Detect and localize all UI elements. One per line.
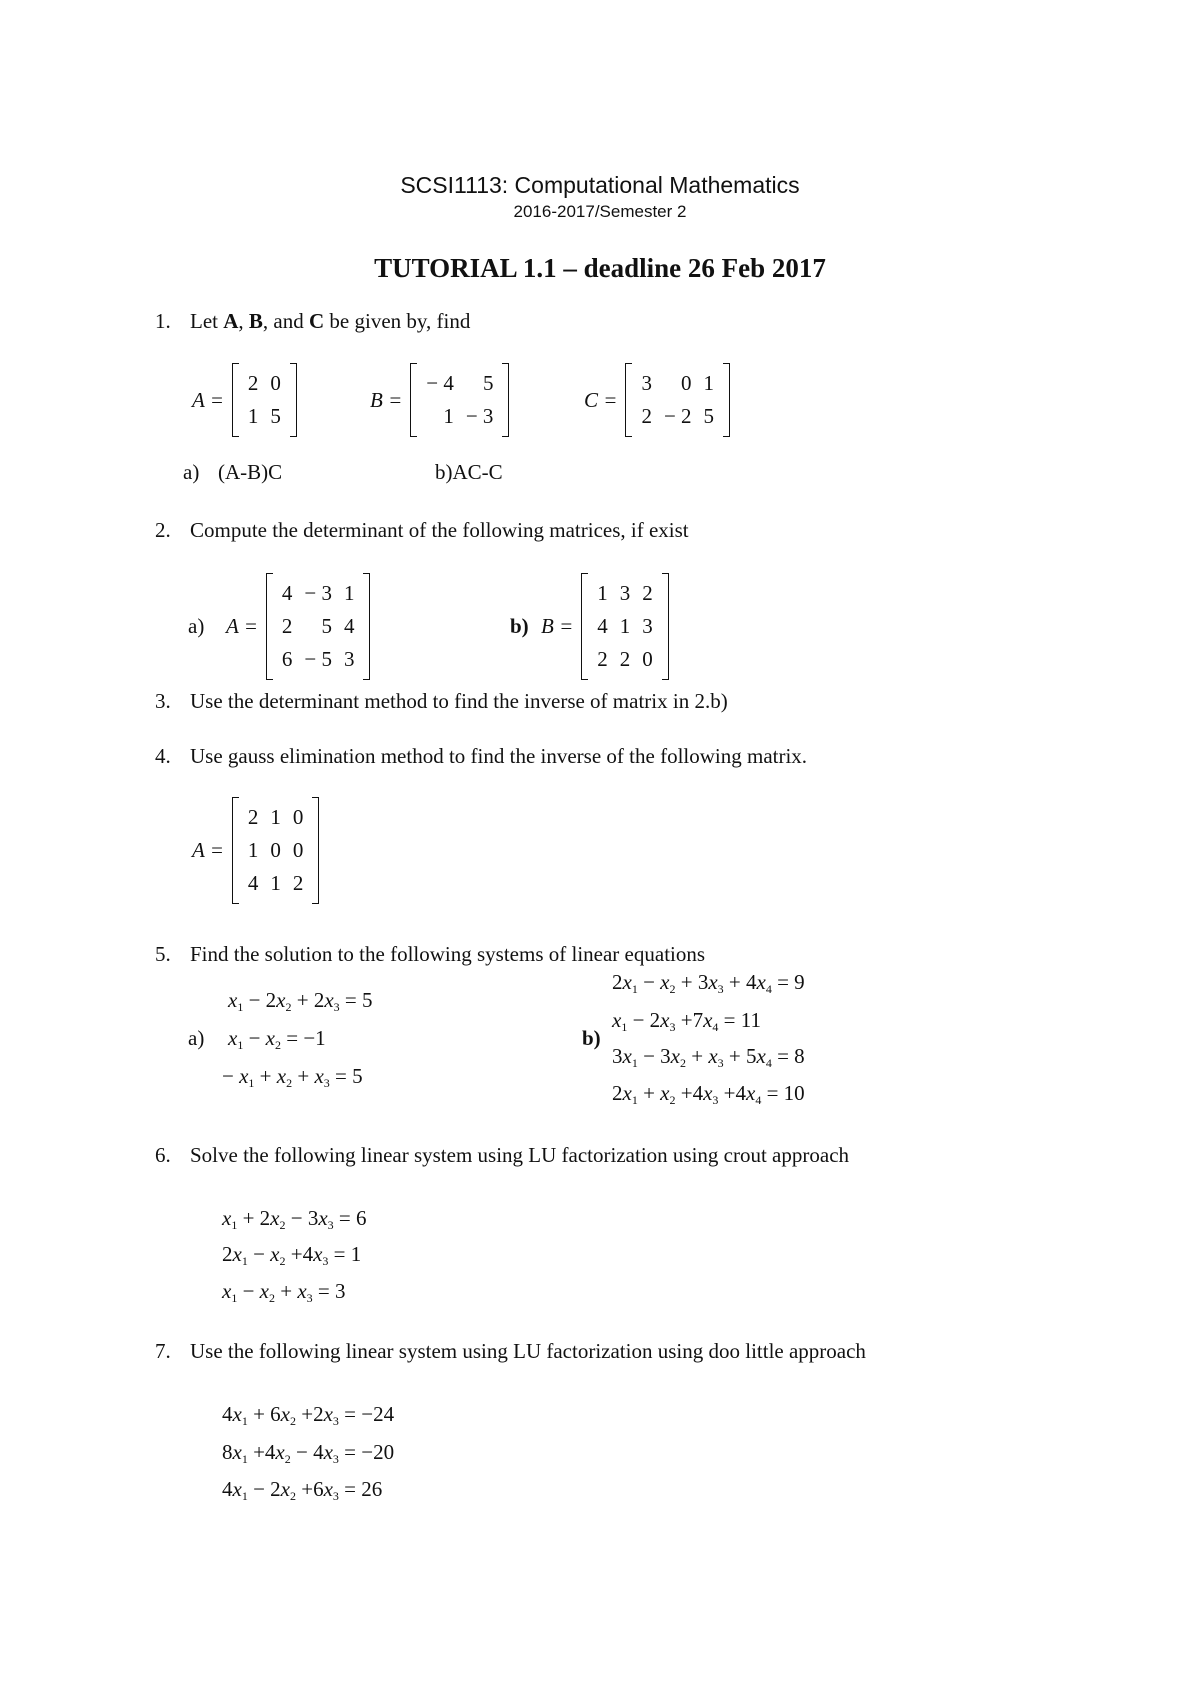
matrix-cell: 4: [281, 581, 293, 605]
matrix-cell: 2: [641, 404, 652, 428]
matrix-cell: − 5: [304, 647, 332, 671]
matrix-cell: 0: [270, 838, 281, 862]
matrix-cell: 2: [642, 581, 653, 605]
matrix-cell: 1: [597, 581, 608, 605]
matrix-name: B =: [541, 614, 574, 638]
question-2-number: 2.: [155, 518, 171, 542]
matrix-cell: 1: [619, 614, 631, 638]
matrix-cell: 2: [281, 614, 293, 638]
matrix-cell: 3: [343, 647, 355, 671]
question-1-text: Let A, B, and C be given by, find: [190, 309, 471, 333]
q5a-equation-3: − $x_1 + x_2 + x_3 = 5$: [222, 1064, 363, 1090]
matrix-b-q2: [541, 573, 669, 680]
q6-equation-1: $x_1 + 2x_2 - 3x_3 = 6$: [222, 1206, 367, 1232]
matrix-cell: 1: [703, 371, 715, 395]
matrix-cell: 1: [270, 871, 281, 895]
matrix-cell: 1: [443, 404, 454, 428]
matrix-cell: 2: [597, 647, 608, 671]
matrix-cell: 5: [482, 371, 494, 395]
q7-equation-1: $4x_1 + 6x_2 +2x_3 = -24$: [222, 1402, 395, 1428]
matrix-cell: 2: [619, 647, 631, 671]
matrix-cell: 6: [281, 647, 293, 671]
matrix-body: [232, 363, 297, 437]
matrix-name: B =: [370, 387, 403, 412]
question-4-number: 4.: [155, 744, 171, 768]
matrix-cell: 1: [343, 581, 355, 605]
matrix-name: C =: [584, 387, 618, 412]
q5b-equation-2: $x_1 - 2x_3 +7x_4 = 11$: [612, 1008, 761, 1034]
q2-part-b-label: b): [510, 614, 529, 638]
matrix-b-q1: [370, 363, 509, 437]
question-2-text: Compute the determinant of the following matrices, if exist: [190, 518, 689, 542]
matrix-cell: 4: [343, 614, 355, 638]
semester-label: 2016-2017/Semester 2: [513, 202, 687, 221]
q6-equation-3: $x_1 - x_2 + x_3 = 3$: [222, 1279, 346, 1305]
q5a-equation-1: $x_1 - 2x_2 + 2x_3 = 5$: [228, 988, 373, 1014]
matrix-body: [581, 573, 669, 680]
matrix-cell: − 3: [304, 581, 332, 605]
matrix-cell: 5: [270, 404, 281, 428]
q2-part-a-label: a): [188, 614, 205, 638]
matrix-cell: 1: [270, 805, 281, 829]
matrix-a-q4: [192, 797, 319, 904]
q5-part-a-label: a): [188, 1026, 205, 1050]
q1-part-a-label: a): [183, 460, 200, 484]
matrix-cell: 3: [642, 614, 653, 638]
matrix-cell: 0: [292, 838, 304, 862]
q7-equation-3: $4x_1 - 2x_2 +6x_3 = 26$: [222, 1477, 383, 1503]
question-4-text: Use gauss elimination method to find the inverse of the following matrix.: [190, 744, 808, 768]
matrix-cell: 1: [247, 404, 259, 428]
q1-part-b: b)AC-C: [435, 460, 503, 484]
matrix-body: [232, 797, 320, 904]
matrix-cell: 2: [247, 805, 259, 829]
matrix-cell: 4: [597, 614, 608, 638]
matrix-cell: − 4: [426, 371, 454, 395]
tutorial-title: TUTORIAL 1.1 – deadline 26 Feb 2017: [374, 253, 826, 283]
question-7-number: 7.: [155, 1339, 171, 1363]
matrix-cell: − 3: [465, 404, 494, 428]
q6-equation-2: $2x_1 - x_2 +4x_3 = 1$: [222, 1242, 362, 1268]
q5a-equation-2: $x_1 - x_2 = -1$: [228, 1026, 326, 1052]
question-6-number: 6.: [155, 1143, 171, 1167]
q7-equation-2: $8x_1 +4x_2 - 4x_3 = -20$: [222, 1440, 395, 1466]
matrix-name: A =: [192, 838, 224, 862]
matrix-cell: 3: [641, 371, 652, 395]
matrix-body: [266, 573, 371, 680]
course-title: SCSI1113: Computational Mathematics: [400, 172, 800, 198]
matrix-name: A =: [226, 614, 258, 638]
matrix-cell: 4: [247, 871, 259, 895]
question-3-text: Use the determinant method to find the inverse of matrix in 2.b): [190, 689, 728, 713]
matrix-body: [625, 363, 730, 437]
matrix-cell: 2: [247, 371, 259, 395]
matrix-cell: 5: [321, 614, 332, 638]
q5b-equation-1: $2x_1 - x_2 + 3x_3 + 4x_4 = 9$: [612, 970, 805, 996]
matrix-cell: 1: [247, 838, 259, 862]
matrix-cell: 0: [681, 371, 692, 395]
matrix-cell: 3: [619, 581, 631, 605]
q5b-equation-4: $2x_1 + x_2 +4x_3 +4x_4 = 10$: [612, 1081, 805, 1107]
question-6-text: Solve the following linear system using LU factorization using crout approach: [190, 1143, 850, 1167]
matrix-a-q2: [226, 573, 370, 680]
matrix-body: [410, 363, 509, 437]
matrix-cell: 0: [642, 647, 653, 671]
matrix-a-q1: [192, 363, 297, 437]
question-5-text: Find the solution to the following systems of linear equations: [190, 942, 706, 966]
question-5-number: 5.: [155, 942, 171, 966]
question-3-number: 3.: [155, 689, 171, 713]
matrix-cell: 5: [703, 404, 715, 428]
question-7-text: Use the following linear system using LU factorization using doo little approach: [190, 1339, 866, 1363]
q1-part-a: (A-B)C: [218, 460, 283, 484]
matrix-cell: 0: [292, 805, 304, 829]
q5b-equation-3: $3x_1 - 3x_2 + x_3 + 5x_4 = 8$: [612, 1044, 805, 1070]
q5-part-b-label: b): [582, 1026, 601, 1050]
matrix-c-q1: [584, 363, 730, 437]
matrix-cell: 0: [270, 371, 281, 395]
matrix-cell: − 2: [663, 404, 692, 428]
matrix-cell: 2: [292, 871, 304, 895]
matrix-name: A =: [192, 387, 224, 412]
question-1-number: 1.: [155, 309, 171, 333]
